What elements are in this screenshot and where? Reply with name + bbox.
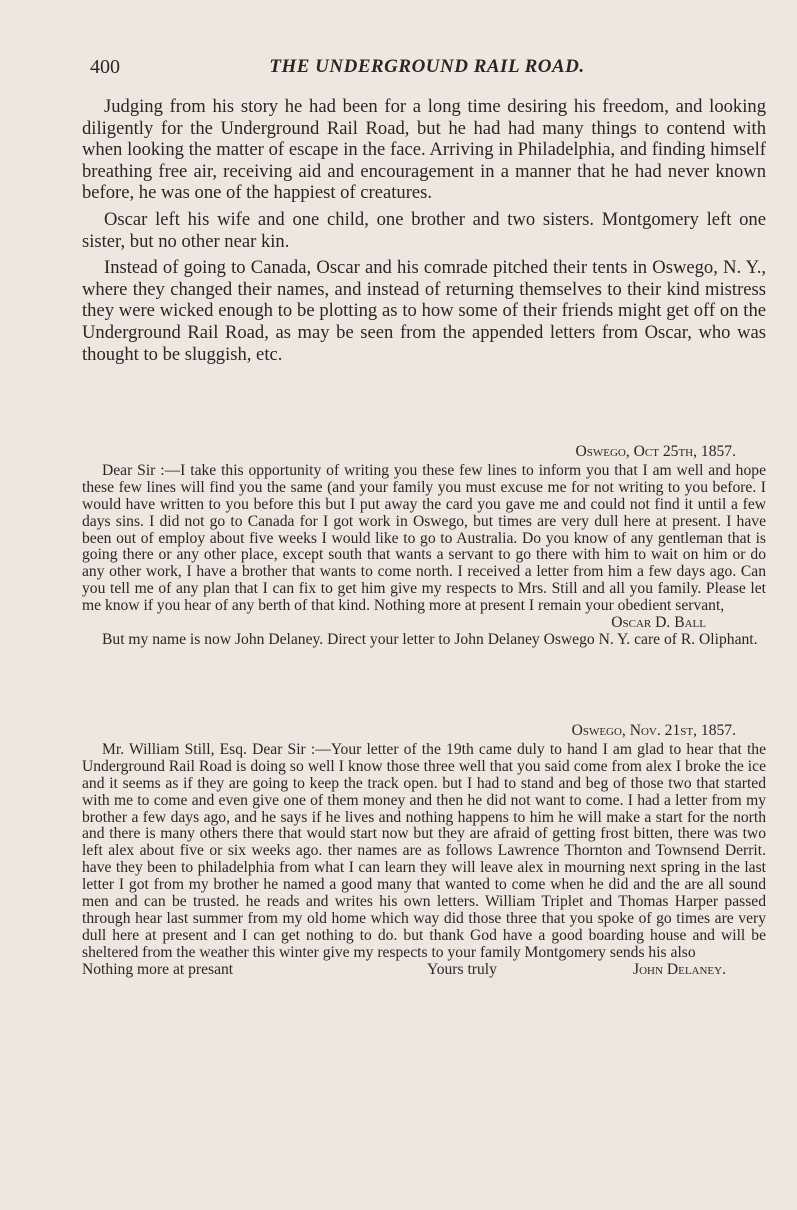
letter-closing (82, 962, 766, 980)
letter-dateline: Oswego, Nov. 21st, 1857. (571, 722, 736, 739)
closing-valediction: Yours truly (427, 960, 497, 978)
letter-signature: John Delaney. (633, 960, 726, 978)
letter-nov-21 (82, 723, 766, 980)
narrative-text (82, 96, 766, 370)
paragraph: Oscar left his wife and one child, one brother and two sisters. Montgomery left one sister, but no other near kin. (82, 208, 766, 252)
running-head: THE UNDERGROUND RAIL ROAD. (269, 56, 585, 77)
letter-postscript: But my name is now John Delaney. Direct your letter to John Delaney Oswego N. Y. care of R. Oliphant. (102, 630, 758, 648)
letter-dateline: Oswego, Oct 25th, 1857. (575, 443, 736, 460)
page-number: 400 (90, 56, 120, 78)
closing-left: Nothing more at presant (82, 960, 234, 978)
letter-oct-25 (82, 444, 766, 649)
paragraph: Instead of going to Canada, Oscar and his comrade pitched their tents in Oswego, N. Y., where they changed their names, and instead of returning themselves to their kind mistress they were wicked enough to be plotting as to how some of their friends might get off on the Underground Rail Road, as may be seen from the appended letters from Oscar, who was thought to be sluggish, etc. (82, 257, 766, 365)
letter-signature: Oscar D. Ball (611, 614, 706, 632)
paragraph: Judging from his story he had been for a long time desiring his freedom, and looking diligently for the Underground Rail Road, but he had had many things to contend with when looking the matter of escape in the face. Arriving in Philadelphia, and finding himself breathing free air, receiving aid and encouragement in a manner that he had never known before, he was one of the happiest of creatures. (82, 96, 766, 204)
letter-body: Mr. William Still, Esq. Dear Sir :—Your letter of the 19th came duly to hand I am glad to hear that the Underground Rail Road is doing so well I know those three well that you said come from alex I broke the ice and it seems as if they are going to keep the track open. but I had to stand and beg of those two that started with me to come and even give one of them money and then he did not want to come. I had a letter from my brother a few days ago, and he says if he lives and nothing happens to him he will make a start for the north and there is many others there that would start now but they are afraid of getting frost bitten, there was two left alex about five or six weeks ago. ther names are as follows Lawrence Thornton and Townsend Derrit. have they been to philadelphia from what I can learn they will leave alex in mourning next spring in the last letter I got from my brother he named a good many that wanted to come when he did and the are all sound men and can be trusted. he reads and writes his own letters. William Triplet and Thomas Harper passed through hear last summer from my old home which way did those three that you spoke of go times are very dull here at present and I can get nothing to do. but thank God have a good boarding house and will be sheltered from the weather this winter give my respects to your family Montgomery sends his also (82, 740, 766, 961)
letter-body: Dear Sir :—I take this opportunity of writing you these few lines to inform you that I am well and hope these few lines will find you the same (and your family you must excuse me for not writing to you before. I would have written to you before this but I put away the card you gave me and could not find it until a few days sins. I did not go to Canada for I got work in Oswego, but times are very dull here at present. I have been out of employ about five weeks I would like to go to Australia. Do you know of any gentleman that is going there or any other place, except south that wants a servant to go there with him to wait on him or do any other work, I have a brother that wants to come north. I received a letter from him a few days ago. Can you tell me of any plan that I can fix to get him give my respects to Mrs. Still and all you family. Please let me know if you hear of any berth of that kind. Nothing more at present I remain your obedient servant, (82, 461, 766, 615)
page-header (90, 56, 764, 86)
